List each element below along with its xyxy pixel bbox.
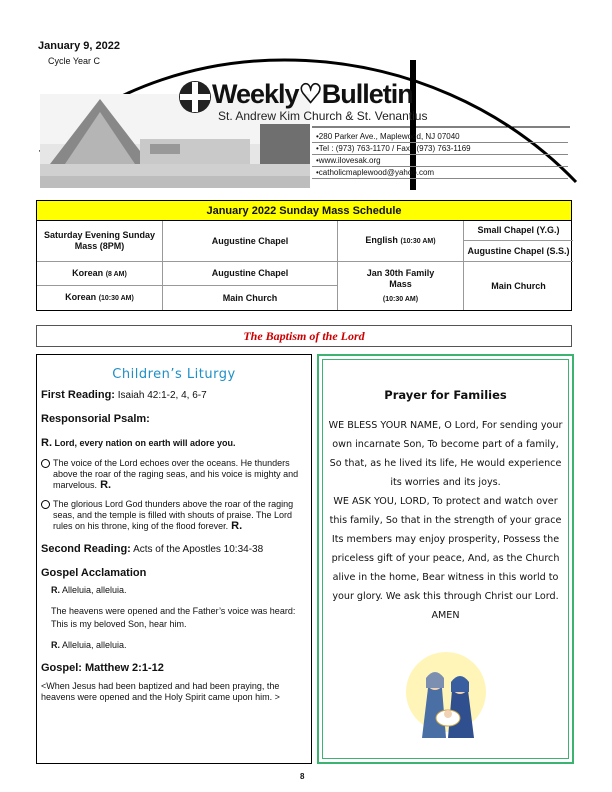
bulletin-logo-text: Weekly♡Bulletin [212,79,413,109]
augustine-2-text: Augustine Chapel [211,268,289,278]
cell-family-mass [338,262,464,310]
cell-english [338,221,464,262]
feast-banner: The Baptism of the Lord [36,325,572,347]
gospel-acclamation-label: Gospel Acclamation [41,567,147,579]
cell-main-church-right [464,262,573,310]
first-reading [41,390,307,401]
alleluia-r-1: R. [51,585,60,595]
response-r: R. [41,437,52,449]
parish-name: St. Andrew Kim Church & St. Venantius [218,109,428,123]
liturgical-cycle: Cycle Year C [48,56,101,66]
verse-2-text: The glorious Lord God thunders above the roar of the raging seas, and the temple is filled with shouts of praise. The Lord rules on his throne, king of the flood forever. [53,499,294,531]
cell-small-chapel [464,221,573,241]
holy-family-illustration [400,648,492,744]
cell-korean-1030 [37,286,163,310]
bullet-circle-icon [41,500,50,509]
main-church-left-text: Main Church [222,292,278,303]
contact-email[interactable]: •catholicmaplewood@yahoo.com [312,167,568,179]
second-reading-label: Second Reading: [41,543,131,555]
acclamation-text: The heavens were opened and the Father’s voice was heard: This is my beloved Son, hear him. [51,606,296,629]
mass-schedule-table [36,200,572,311]
korean1030-label: Korean [65,292,97,302]
cell-augustine-2 [163,262,338,286]
english-label: English [365,235,398,245]
schedule-title: January 2022 Sunday Mass Schedule [37,201,571,221]
alleluia-2 [41,640,307,651]
bullet-circle-icon [41,459,50,468]
main-church-right-text: Main Church [491,280,546,291]
second-reading-ref: Acts of the Apostles 10:34-38 [130,544,264,555]
verse-2-r: R. [228,520,243,532]
korean8-time: (8 AM) [105,270,127,278]
korean1030-time: (10:30 AM) [98,295,134,302]
alleluia-r-2: R. [51,640,60,650]
page-number: 8 [300,772,305,781]
gospel-text: <When Jesus had been baptized and had been praying, the heavens were opened and the Holy Spirit came upon him. > [41,681,280,702]
prayer-paragraph-2: WE ASK YOU, LORD, To protect and watch over this family, So that in the strength of your grace Its members may enjoy prosperity, Possess the priceless gift of your peace, And, as the Church alive in the home, Bear witness in this world to your glory. We ask this through Christ our Lord. [329,496,562,602]
childrens-liturgy-panel [36,354,312,764]
response-text: Lord, every nation on earth will adore you. [52,438,236,448]
cross-logo-icon [178,80,212,114]
alleluia-text-2: Alleluia, alleluia. [60,640,127,650]
childrens-liturgy-title: Children’s Liturgy [112,367,236,382]
contact-address: •280 Parker Ave., Maplewood, NJ 07040 [312,131,568,143]
gospel-label: Gospel: Matthew 2:1-12 [41,662,164,674]
contact-block [312,131,568,179]
psalm-verse-1 [41,458,307,491]
cell-korean-8 [37,262,163,286]
prayer-amen: AMEN [431,610,460,621]
cell-augustine-ss [464,241,573,262]
contact-website[interactable]: •www.ilovesak.org [312,155,568,167]
prayer-title: Prayer for Families [384,388,507,402]
contact-phone: •Tel : (973) 763-1170 / Fax : (973) 763-1169 [312,143,568,155]
verse-1-r: R. [97,479,112,491]
family-mass-text: Jan 30th Family Mass [366,267,435,289]
cell-main-church-left [163,286,338,310]
small-chapel-text: Small Chapel (Y.G.) [477,225,560,235]
verse-1-text: The voice of the Lord echoes over the oceans. He thunders above the roar of the raging seas, and his voice is mighty and marvelous. [53,458,299,490]
english-time: (10:30 AM) [400,238,436,245]
first-reading-label: First Reading: [41,389,115,401]
cell-saturday [37,221,163,262]
cell-augustine-1 [163,221,338,262]
bulletin-date: January 9, 2022 [38,40,120,52]
psalm-label: Responsorial Psalm: [41,413,150,425]
cell-augustine-1-text: Augustine Chapel [211,235,289,246]
alleluia-text-1: Alleluia, alleluia. [60,585,127,595]
family-mass-time: (10:30 AM) [382,295,419,303]
alleluia-1 [41,585,307,596]
first-reading-ref: Isaiah 42:1-2, 4, 6-7 [114,390,207,401]
psalm-verse-2 [41,499,307,532]
korean8-label: Korean [72,267,104,278]
cell-saturday-text: Saturday Evening Sunday Mass (8PM) [43,230,156,251]
prayer-paragraph-1: WE BLESS YOUR NAME, O Lord, For sending your own incarnate Son, To become part of a family, So that, as he lived its life, He would experience its worries and its joys. [328,420,563,488]
augustine-ss-text: Augustine Chapel (S.S.) [467,245,570,256]
second-reading [41,544,307,555]
psalm-response [41,438,307,449]
